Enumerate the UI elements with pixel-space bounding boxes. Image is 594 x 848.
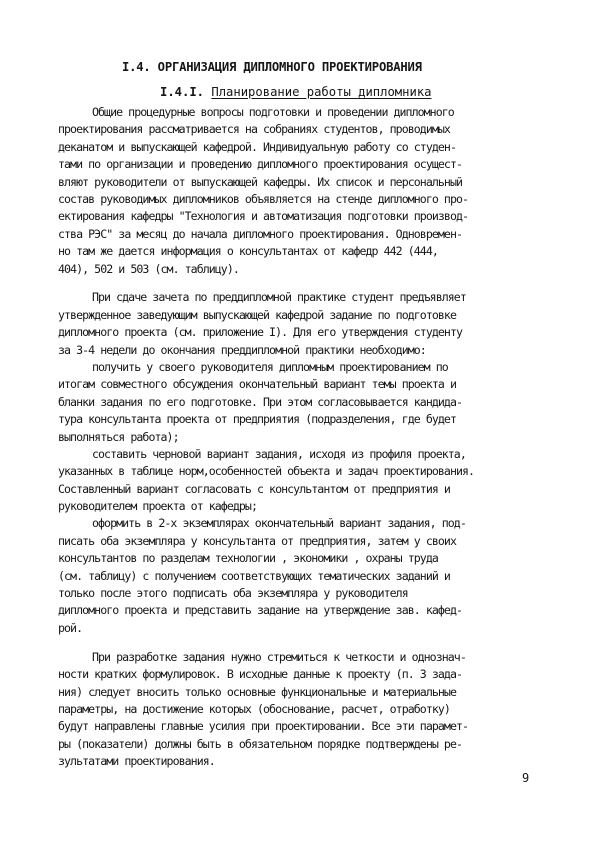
text-line: параметры, на достижение которых (обоснование, расчет, отработку): [58, 701, 450, 716]
text-line: вляют руководители от выпускающей кафедры. Их список и персональный: [58, 174, 463, 189]
text-line: итогам совместного обсуждения окончательный вариант темы проекта и: [58, 377, 456, 392]
text-line: бланки задания по его подготовке. При этом согласовывается кандида-: [58, 394, 463, 409]
text-line: состав руководимых дипломников объявляется на стенде дипломного про-: [58, 191, 469, 206]
subsection-title: Планирование работы дипломника: [211, 85, 432, 99]
text-line: При сдаче зачета по преддипломной практике студент предъявляет: [92, 290, 466, 305]
body-text: [58, 104, 550, 782]
text-line: ства РЭС" за месяц до начала дипломного проектирования. Одновремен-: [58, 226, 463, 241]
text-line: дипломного проекта (см. приложение I). Для его утверждения студенту: [58, 325, 463, 340]
text-line: дипломного проекта и представить задание на утверждение зав. кафед-: [58, 603, 463, 618]
text-line: ектирования кафедры "Технология и автоматизация подготовки производ-: [58, 209, 469, 224]
text-line: но там же дается информация о консультантах от кафедр 442 (444,: [58, 244, 438, 259]
text-line: зультатами проектирования.: [58, 754, 215, 769]
subsection-number: I.4.I.: [160, 85, 205, 99]
text-line: руководителем проекта от кафедры;: [58, 499, 257, 514]
text-line: При разработке задания нужно стремиться к четкости и однознач-: [92, 649, 466, 664]
text-line: указанных в таблице норм,особенностей объекта и задач проектирования.: [58, 464, 475, 479]
text-line: Составленный вариант согласовать с консультантом от предприятия и: [58, 481, 450, 496]
text-line: писать оба экземпляра у консультанта от предприятия, затем у своих: [58, 533, 456, 548]
subsection-heading: [160, 85, 460, 99]
text-line: рой.: [58, 620, 83, 635]
text-line: будут направлены главные усилия при проектировании. Все эти парамет-: [58, 719, 469, 734]
text-line: составить черновой вариант задания, исходя из профиля проекта,: [92, 446, 466, 461]
paragraph-3: [58, 649, 550, 771]
text-line: только после этого подписать оба экземпляра у руководителя: [58, 586, 408, 601]
text-line: выполняться работа);: [58, 429, 179, 444]
text-line: проектирования рассматривается на собраниях студентов, проводимых: [58, 122, 450, 137]
text-line: ния) следует вносить только основные функциональные и материальные: [58, 684, 456, 699]
text-line: получить у своего руководителя дипломным проектированием по: [92, 359, 448, 374]
text-line: ности кратких формулировок. В исходные данные к проекту (п. 3 зада-: [58, 667, 463, 682]
paragraph-1: [58, 104, 550, 278]
text-line: за 3-4 недели до окончания преддипломной практики необходимо:: [58, 342, 426, 357]
text-line: тами по организации и проведению дипломного проектирования осущест-: [58, 157, 463, 172]
text-line: оформить в 2-х экземплярах окончательный вариант задания, под-: [92, 516, 466, 531]
text-line: Общие процедурные вопросы подготовки и проведении дипломного: [92, 105, 454, 119]
text-line: деканатом и выпускающей кафедрой. Индивидуальную работу со студен-: [58, 139, 456, 154]
text-line: тура консультанта проекта от предприятия (подразделения, где будет: [58, 412, 456, 427]
text-line: утвержденное заведующим выпускающей кафедрой задание по подготовке: [58, 307, 456, 322]
section-title: I.4. ОРГАНИЗАЦИЯ ДИПЛОМНОГО ПРОЕКТИРОВАНИЯ: [122, 60, 422, 74]
paragraph-2: [58, 289, 550, 637]
text-line: консультантов по разделам технологии , экономики , охраны труда: [58, 551, 438, 566]
page-number: 9: [522, 771, 530, 785]
text-line: ры (показатели) должны быть в обязательном порядке подтверждены ре-: [58, 736, 463, 751]
text-line: (см. таблицу) с получением соответствующих тематических заданий и: [58, 568, 450, 583]
text-line: 404), 502 и 503 (см. таблицу).: [58, 261, 239, 276]
